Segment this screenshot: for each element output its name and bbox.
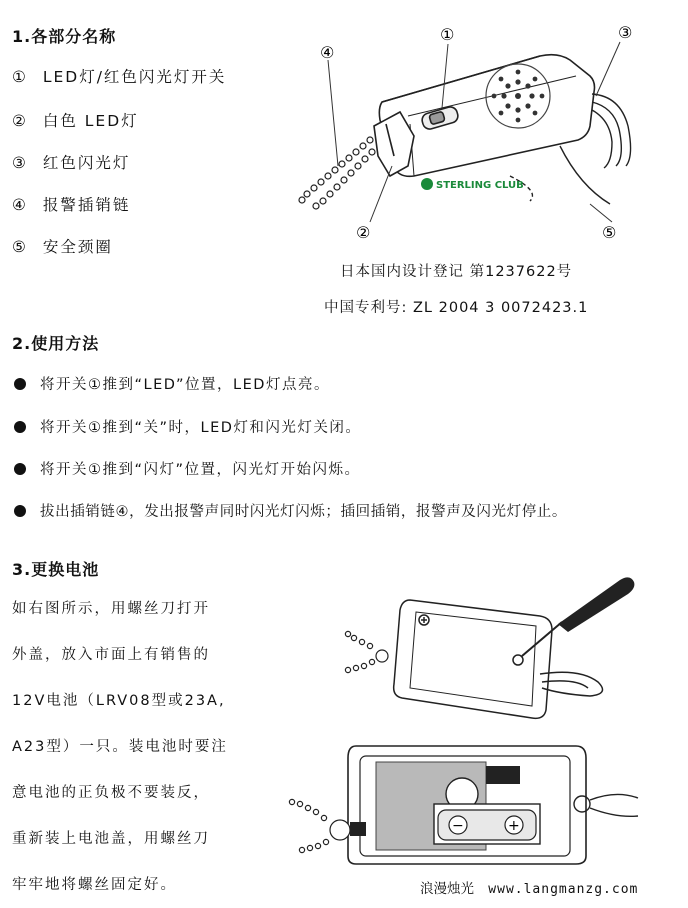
usage-step-text: 将开关①推到“关”时，LED灯和闪光灯关闭。 — [40, 420, 362, 436]
battery-compartment-illustration — [286, 738, 646, 868]
bullet-icon — [14, 378, 26, 390]
section-title-usage: 2.使用方法 — [12, 334, 100, 353]
usage-step-4 — [14, 500, 567, 521]
battery-instructions — [12, 586, 262, 908]
part-item-4 — [12, 193, 130, 215]
brand-name: STERLING CLUB — [436, 180, 524, 191]
part-text: 报警插销链 — [42, 196, 131, 214]
callout-1: ① — [440, 25, 455, 44]
part-text: LED灯/红色闪光灯开关 — [42, 68, 227, 86]
footer-site-name: 浪漫烛光 — [420, 881, 474, 897]
part-text: 安全颈圈 — [42, 238, 113, 256]
battery-line: A23型）一只。装电池时要注 — [12, 739, 228, 755]
battery-line: 12V电池（LRV08型或23A, — [12, 693, 226, 709]
part-text: 白色 LED灯 — [42, 112, 139, 130]
callout-5: ⑤ — [602, 223, 617, 242]
brand-logo — [421, 178, 524, 191]
bullet-icon — [14, 421, 26, 433]
usage-step-3 — [14, 458, 361, 479]
battery-line: 意电池的正负极不要装反， — [12, 785, 210, 801]
footer-credit — [420, 877, 638, 897]
part-item-1 — [12, 65, 226, 87]
bead-chain — [299, 137, 375, 209]
patent-number: 中国专利号: ZL 2004 3 0072423.1 — [324, 300, 589, 316]
battery-line: 牢牢地将螺丝固定好。 — [12, 877, 177, 893]
usage-step-2 — [14, 416, 361, 437]
design-registration: 日本国内设计登记 第1237622号 — [340, 264, 573, 280]
bullet-icon — [14, 463, 26, 475]
part-item-2 — [12, 109, 139, 131]
footer-url[interactable]: www.langmanzg.com — [488, 882, 639, 897]
usage-step-text: 将开关①推到“LED”位置，LED灯点亮。 — [40, 377, 330, 393]
part-marker: ① — [12, 68, 28, 86]
bullet-icon — [14, 505, 26, 517]
usage-step-text: 拔出插销链④，发出报警声同时闪光灯闪烁；插回插销，报警声及闪光灯停止。 — [40, 504, 567, 520]
part-marker: ④ — [12, 196, 28, 214]
section-title-battery: 3.更换电池 — [12, 560, 100, 579]
usage-step-text: 将开关①推到“闪灯”位置，闪光灯开始闪烁。 — [40, 462, 361, 478]
cover-removal-illustration — [340, 570, 640, 730]
part-marker: ③ — [12, 154, 28, 172]
part-marker: ⑤ — [12, 238, 28, 256]
battery-minus: − — [452, 818, 464, 834]
usage-step-1 — [14, 373, 330, 394]
callout-2: ② — [356, 223, 371, 242]
part-item-5 — [12, 235, 113, 257]
section-title-names: 1.各部分名称 — [12, 27, 117, 46]
part-item-3 — [12, 151, 130, 173]
part-text: 红色闪光灯 — [42, 154, 131, 172]
battery-line: 重新装上电池盖，用螺丝刀 — [12, 831, 210, 847]
battery-line: 外盖，放入市面上有销售的 — [12, 647, 210, 663]
callout-3: ③ — [618, 23, 633, 42]
speaker-grille — [486, 64, 550, 128]
device-illustration — [290, 16, 680, 248]
part-marker: ② — [12, 112, 28, 130]
battery-line: 如右图所示，用螺丝刀打开 — [12, 601, 210, 617]
callout-4: ④ — [320, 43, 335, 62]
battery-plus: + — [508, 818, 520, 834]
